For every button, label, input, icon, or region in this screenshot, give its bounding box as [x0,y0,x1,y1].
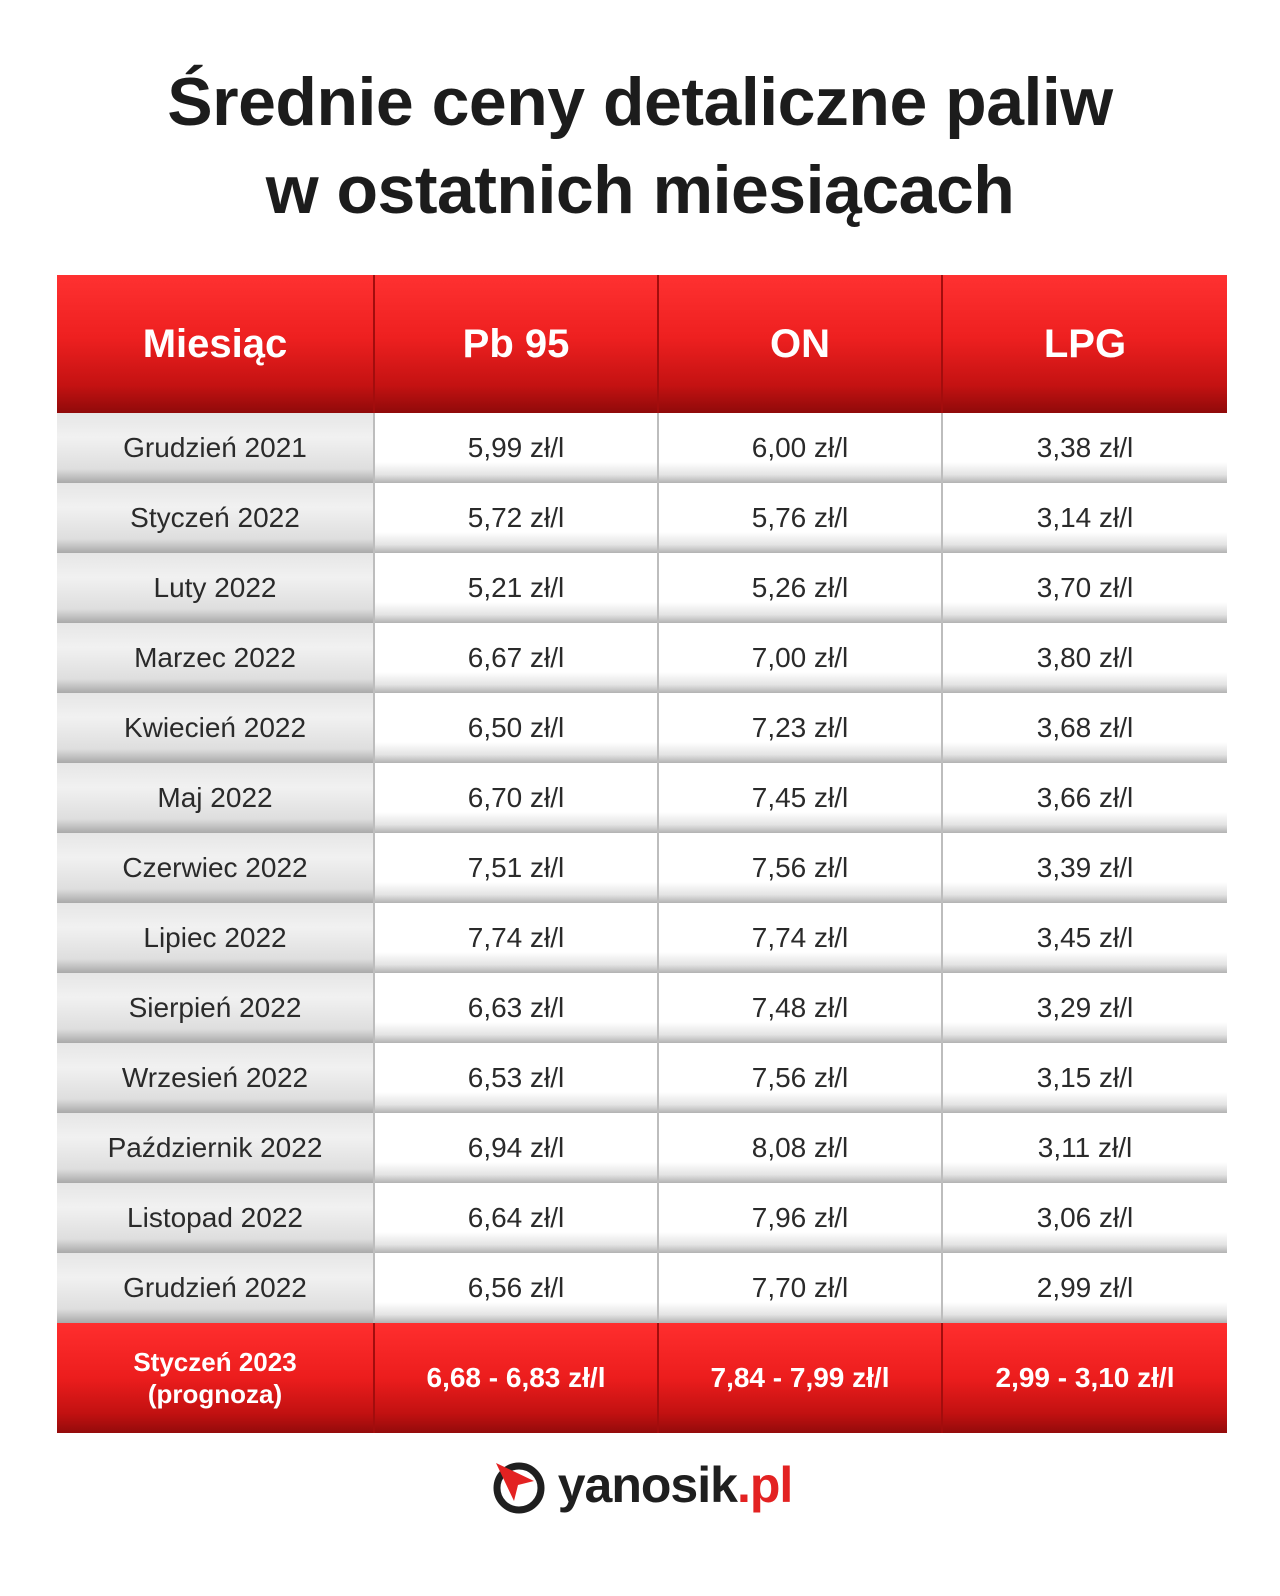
cell-pb95: 5,99 zł/l [375,413,659,483]
cell-lpg: 3,06 zł/l [943,1183,1227,1253]
table-row [57,1253,1227,1323]
yanosik-logo-icon [488,1455,548,1515]
forecast-on: 7,84 - 7,99 zł/l [659,1323,943,1433]
cell-month: Maj 2022 [57,763,375,833]
cell-on: 7,45 zł/l [659,763,943,833]
cell-on: 7,56 zł/l [659,833,943,903]
cell-month: Październik 2022 [57,1113,375,1183]
cell-on: 7,00 zł/l [659,623,943,693]
forecast-row [57,1323,1227,1433]
cell-pb95: 6,50 zł/l [375,693,659,763]
table-row [57,483,1227,553]
table-row [57,833,1227,903]
header-on: ON [659,275,943,413]
cell-on: 7,96 zł/l [659,1183,943,1253]
cell-month: Grudzień 2021 [57,413,375,483]
cell-on: 7,56 zł/l [659,1043,943,1113]
cell-lpg: 3,14 zł/l [943,483,1227,553]
cell-lpg: 3,11 zł/l [943,1113,1227,1183]
cell-on: 7,74 zł/l [659,903,943,973]
logo-name: yanosik [557,1457,737,1513]
cell-on: 7,70 zł/l [659,1253,943,1323]
cell-pb95: 5,72 zł/l [375,483,659,553]
forecast-month-cell [57,1323,375,1433]
cell-pb95: 6,70 zł/l [375,763,659,833]
cell-lpg: 3,66 zł/l [943,763,1227,833]
cell-pb95: 6,56 zł/l [375,1253,659,1323]
cell-on: 8,08 zł/l [659,1113,943,1183]
cell-month: Kwiecień 2022 [57,693,375,763]
table-row [57,973,1227,1043]
cell-lpg: 2,99 zł/l [943,1253,1227,1323]
table-row [57,763,1227,833]
title-line-1: Średnie ceny detaliczne paliw [167,64,1113,140]
cell-month: Styczeń 2022 [57,483,375,553]
title-line-2: w ostatnich miesiącach [265,152,1015,228]
cell-lpg: 3,39 zł/l [943,833,1227,903]
header-lpg: LPG [943,275,1227,413]
table-header-row [57,275,1227,413]
cell-pb95: 7,74 zł/l [375,903,659,973]
cell-lpg: 3,68 zł/l [943,693,1227,763]
header-month: Miesiąc [57,275,375,413]
cell-month: Luty 2022 [57,553,375,623]
cell-pb95: 6,67 zł/l [375,623,659,693]
cell-on: 5,26 zł/l [659,553,943,623]
cell-lpg: 3,15 zł/l [943,1043,1227,1113]
cell-on: 7,23 zł/l [659,693,943,763]
table-row [57,903,1227,973]
logo-text [558,1456,793,1514]
cell-lpg: 3,29 zł/l [943,973,1227,1043]
cell-on: 6,00 zł/l [659,413,943,483]
table-row [57,623,1227,693]
page-title [0,58,1280,234]
table-row [57,693,1227,763]
cell-pb95: 7,51 zł/l [375,833,659,903]
cell-month: Marzec 2022 [57,623,375,693]
table-row [57,1113,1227,1183]
table-row [57,1043,1227,1113]
cell-month: Czerwiec 2022 [57,833,375,903]
cell-month: Grudzień 2022 [57,1253,375,1323]
cell-month: Lipiec 2022 [57,903,375,973]
cell-lpg: 3,80 zł/l [943,623,1227,693]
logo-tld: .pl [736,1457,793,1513]
forecast-note: (prognoza) [147,1379,283,1409]
cell-on: 7,48 zł/l [659,973,943,1043]
table-row [57,413,1227,483]
yanosik-logo [0,1455,1280,1515]
forecast-pb95: 6,68 - 6,83 zł/l [375,1323,659,1433]
cell-month: Listopad 2022 [57,1183,375,1253]
cell-lpg: 3,70 zł/l [943,553,1227,623]
cell-on: 5,76 zł/l [659,483,943,553]
fuel-price-table [57,275,1227,1433]
cell-pb95: 6,53 zł/l [375,1043,659,1113]
table-body [57,413,1227,1323]
cell-pb95: 5,21 zł/l [375,553,659,623]
cell-month: Wrzesień 2022 [57,1043,375,1113]
cell-pb95: 6,64 zł/l [375,1183,659,1253]
forecast-lpg: 2,99 - 3,10 zł/l [943,1323,1227,1433]
table-row [57,1183,1227,1253]
forecast-month: Styczeń 2023 [133,1347,297,1377]
cell-month: Sierpień 2022 [57,973,375,1043]
cell-lpg: 3,45 zł/l [943,903,1227,973]
cell-pb95: 6,94 zł/l [375,1113,659,1183]
cell-lpg: 3,38 zł/l [943,413,1227,483]
header-pb95: Pb 95 [375,275,659,413]
table-row [57,553,1227,623]
cell-pb95: 6,63 zł/l [375,973,659,1043]
